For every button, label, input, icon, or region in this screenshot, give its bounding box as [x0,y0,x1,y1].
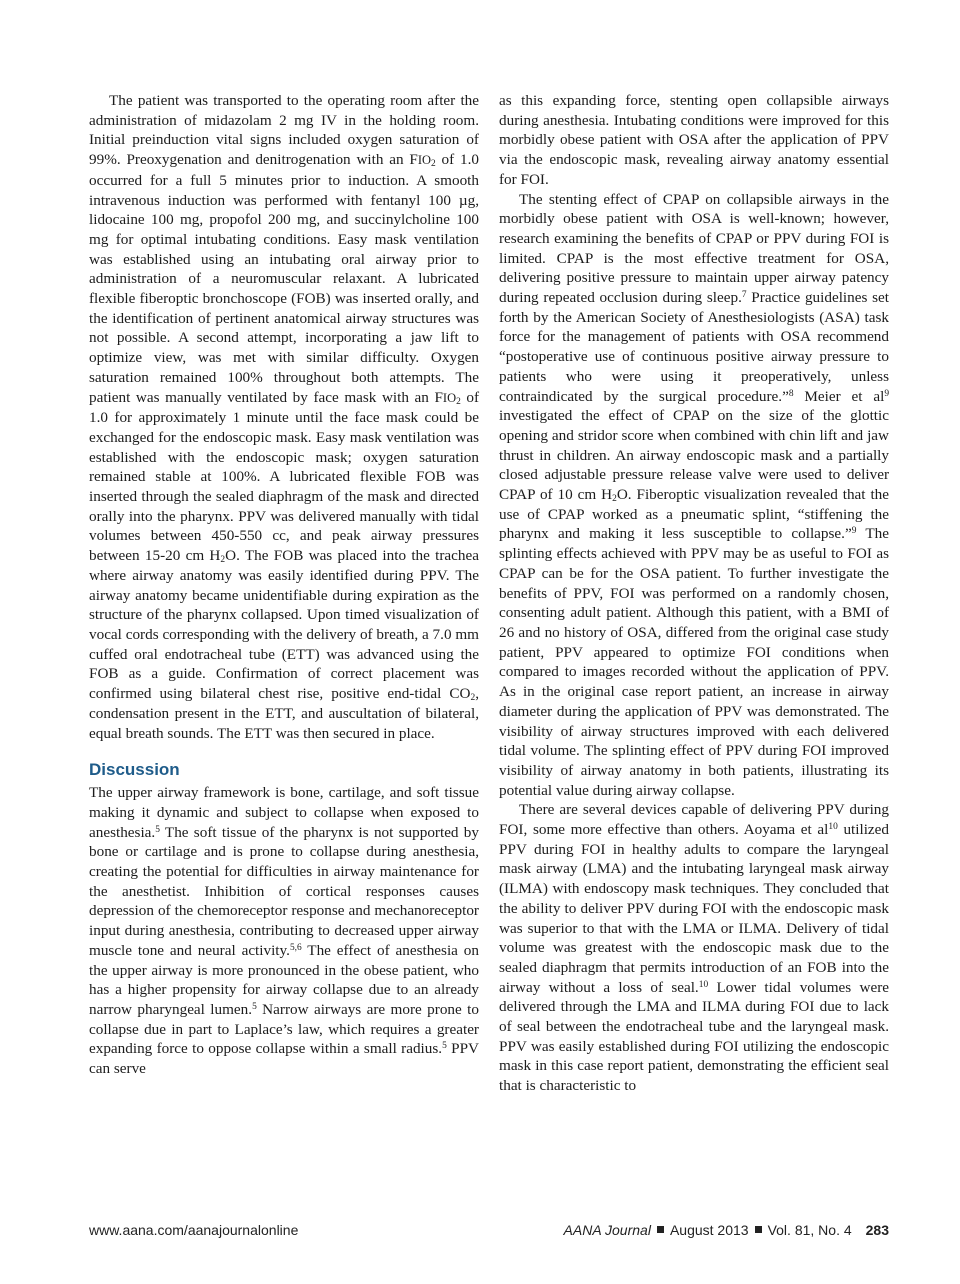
square-bullet-icon [755,1226,762,1233]
cpap-paragraph: The stenting effect of CPAP on collapsible airways in the morbidly obese patient with OSA is well-known; however, research examining the benefits of CPAP or PPV during FOI is limited. CPAP is the most effective treatment for OSA, delivering positive pressure to maintain upper airway patency during repeated occlusion during sleep.$^7$ Practice guidelines set forth by the American Society of Anesthesiologists (ASA) task force for the management of patients with OSA recommend “postoperative use of continuous positive airway pressure to patients who were using it preoperatively, unless contraindicated by the surgical procedure.”$^8$ Meier et $al^9$ investigated the effect of CPAP on the size of the glottic opening and stridor score when combined with chin lift and jaw thrust in children. An airway endoscopic mask and a partially closed adjustable pressure release valve were used to deliver CPAP of 10 cm $H_2O$. Fiberoptic visualization revealed that the use of CPAP worked as a pneumatic splint, “stiffening the pharynx and making it less susceptible to collapse.”$^9$ The splinting effects achieved with PPV may be as useful to FOI as CPAP can be for the OSA patient. To further investigate the benefits of PPV, FOI was performed on a randomly chosen, consenting adult patient. Although this patient, with a BMI of 26 and no history of OSA, differed from the original case study patient, PPV appeared to optimize FOI conditions when compared to images recorded without the application of PPV. As in the original case report patient, an increase in airway diameter during the application of PPV was demonstrated. The visibility of airway structures improved with each delivered tidal volume. The splinting effect of PPV during FOI improved visibility of airway anatomy in both patients, illustrating its potential value during airway collapse. [499,190,890,799]
citation: 5,6 [289,942,302,953]
page-number: 283 [865,1222,889,1238]
right-column [499,91,889,1096]
citation: 5 [155,824,160,835]
journal-name: AANA Journal [563,1222,651,1238]
citation: 5 [252,1001,257,1012]
journal-url-link[interactable]: www.aana.com/aanajournalonline [89,1222,299,1238]
fio2-subscript: IO [417,153,432,168]
citation: 10 [698,979,709,990]
square-bullet-icon [657,1226,664,1233]
volume-issue: Vol. 81, No. 4 [767,1222,852,1238]
section-heading-discussion: Discussion [89,760,180,780]
issue-date: August 2013 [669,1222,749,1238]
case-description-paragraph: The patient was transported to the operating room after the administration of midazolam 2 mg IV in the holding room. Initial preinduction vital signs included oxygen saturation of 99%. Preoxygenation and denitrogenation with an $FIO_2$ of 1.0 occurred for a full 5 minutes prior to induction. A smooth intravenous induction was performed with fentanyl 100 µg, lidocaine 100 mg, propofol 200 mg, and succinylcholine 100 mg for optimal intubating conditions. Easy mask ventilation was established using an intubating oral airway prior to administration of a neuromuscular relaxant. A lubricated flexible fiberoptic bronchoscope (FOB) was inserted orally, and the identification of pertinent anatomical airway structures was not possible. A second attempt, incorporating a jaw lift to optimize view, was met with similar difficulty. Oxygen saturation remained 100% throughout both attempts. The patient was manually ventilated by face mask with an $FIO_2$ of 1.0 for approximately 1 minute until the face mask could be exchanged for the endoscopic mask. Easy mask ventilation was established with the endoscopic mask; oxygen saturation remained stable at 100%. A lubricated flexible FOB was inserted through the sealed diaphragm of the mask and directed orally into the pharynx. PPV was delivered manually with tidal volumes between 450-550 cc, and peak airway pressures between 15-20 cm $H_2O$. The FOB was placed into the trachea where airway anatomy was easily identified during PPV. The airway anatomy became unidentifiable during expiration as the structure of the pharynx collapsed. Upon timed visualization of vocal cords corresponding with the delivery of breath, a 7.0 mm cuffed oral endotracheal tube (ETT) was advanced using the FOB as a guide. Confirmation of correct placement was confirmed using bilateral chest rise, positive end-tidal $CO_2$, condensation present in the ETT, and auscultation of bilateral, equal breath sounds. The ETT was then secured in place. [89,92,480,742]
citation: 8 [788,388,794,399]
citation: 7 [741,289,747,300]
devices-paragraph: There are several devices capable of delivering PPV during FOI, some more effective than others. Aoyama et $al^{10}$ utilized PPV during FOI in healthy adults to compare the laryngeal mask airway (LMA) and the intubating laryngeal mask airway (ILMA) with endoscopy mask techniques. They concluded that the ability to deliver PPV during FOI with the endoscopic mask was superior to that with the LMA or ILMA. Delivery of tidal volume was greatest with the endoscopic mask due to the sealed diaphragm that permits introduction of an FOB into the airway without a loss of seal.$^{10}$ Lower tidal volumes were delivered through the LMA and ILMA during FOI due to lack of seal between the endotracheal tube and the laryngeal mask. PPV was easily established during FOI utilizing the endoscopic mask in this case report patient, demonstrating the efficient seal that is characteristic to [499,801,889,1095]
citation: 9 [851,526,857,537]
continued-paragraph: as this expanding force, stenting open collapsible airways during anesthesia. Intubating conditions were improved for this morbidly obese patient with OSA after the application of PPV via the endoscopic mask, revealing airway anatomy essential for FOI. [499,92,889,188]
citation: 5 [442,1041,447,1052]
citation: 9 [884,388,890,399]
page-footer [89,1222,889,1242]
journal-citation [564,1222,889,1238]
left-column [89,91,479,1079]
discussion-paragraph: The upper airway framework is bone, cartilage, and soft tissue making it dynamic and subject to collapse when exposed to anesthesia.$^5$ The soft tissue of the pharynx is not supported by bone or cartilage and is prone to collapse during anesthesia, creating the potential for difficulties in airway maintenance for the anesthetist. Inhibition of cortical responses causes depression of the chemoreceptor response and mechanoreceptor input during anesthesia, contributing to decreased upper airway muscle tone and neural activity.$^{5,6}$ The effect of anesthesia on the upper airway is more pronounced in the obese patient, who has a higher propensity for airway collapse due to an already narrow pharyngeal lumen.$^5$ Narrow airways are more prone to collapse due in part to Laplace’s law, which requires a greater expanding force to oppose collapse within a small radius.$^5$ PPV can serve [89,784,479,1078]
citation: 10 [828,821,838,832]
